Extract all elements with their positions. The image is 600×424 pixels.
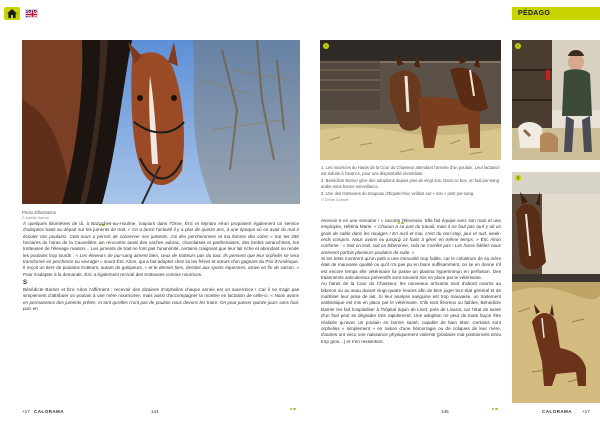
text-run: Éric Alron confirme :	[321, 237, 501, 249]
photo-credit: © Céline Guezde	[321, 197, 349, 202]
decorative-dots	[99, 213, 109, 216]
right-mare-foal-photo	[512, 172, 600, 403]
decorative-dots	[398, 211, 408, 214]
article-column-right	[321, 218, 501, 403]
right-stable-photo	[320, 40, 501, 160]
breeder-with-dogs-image	[512, 40, 600, 160]
left-photo-caption	[22, 210, 142, 221]
mare-with-foal-image	[512, 172, 600, 403]
quote-run: recevoir 6 en une semaine ! »	[321, 218, 384, 223]
home-icon	[7, 9, 17, 18]
magazine-logo-left: CALORAMA	[34, 409, 64, 414]
photo-marker: 3	[516, 175, 520, 180]
uk-flag-icon	[26, 10, 38, 18]
quote-run: « Nous avons en permanence des juments prêtes, et tant qu'elles n'ont pas de poulain nous devons les traire. On peut passer quinze jours sans foal, puis en	[23, 293, 299, 312]
left-horse-photo	[22, 40, 300, 204]
text-run: Au haras de la Cour du Chasseur, les nouveaux arrivants sont d'abord nourris au biberon ou au seau durant vingt-quatre heures afin de bien juger leur état général et de maîtriser leur prise de lait. Si leur analyse sanguine est trop mauvaise, un traitement antibiotique est mis en place par le vétérinaire. S'ils sont fiévreux ou faibles, Bénédicte Barrier les fait hospitaliser à l'hôpital équin de Livet, près de Livarot, car l'état de santé d'un foal peut se dégrader très rapidement. Une adoption ne peut de toute façon être réalisée qu'avec un poulain en bonne santé, capable de bien téter. Certains sont orphelins « simplement » en raison d'une hémorragie ou de coliques de leur mère, d'autres ont vécu une naissance physiquement violente (poulains mal positionnés et/ou trop gros…) et s'en ressentent.	[321, 281, 501, 344]
quote-run: « On a lancé l'activité il y a plus de quinze ans, à une époque où on avait du mal à écouler nos poulains. Cela nous a permis de conserver nos juments. J'ai des percheronnes et ma femme des cobs! »	[23, 227, 299, 239]
text-run: Si les tests montrent qu'un petit a une immunité trop faible, car le colostrum de sa mère était de mauvaise qualité ou qu'il n'a pas pu en boire suffisamment, on lui en donne s'il est encore temps elle vétérinaire lui passe un plasma hyperimmun en perfusion. Des traitements anticulereux préventifs sont souvent mis en place par le vétérinaire.	[321, 256, 501, 281]
quote-run: « Les éleveurs de pur-sang aiment bien, ceux de trotteurs pas du tout. Ils pensent que leur orphelin se sera transformé en percheron ou sevrage! »	[23, 252, 299, 265]
photo-marker: 2	[516, 43, 520, 48]
paragraph	[23, 287, 299, 312]
horse-portrait-image	[22, 40, 300, 204]
section-heading: S	[23, 280, 28, 287]
caption-text: 1. Les nourrices du Haras de la Cour du Chasseur attendant l'arrivée d'un poulain. Leur lactation est induite à l'avance, pour une disponibilité immédiate.	[321, 165, 500, 176]
quote-run: « Soit on trait, soit on biberonne, cela ne s'arrête pas ! Les haras fidèles nous amènent parfois plusieurs poulains de suite. »	[321, 243, 501, 255]
language-switch-button[interactable]	[25, 9, 38, 18]
decorative-dots	[492, 397, 502, 400]
top-bar	[0, 0, 600, 26]
text-run: À quelques kilomètres de là, à Bazoches-au-Houlme, toujours dans l'Orne, Éric et Myriam Alron proposent également un service d'adoption basé au départ sur les juments de trait.	[23, 221, 299, 233]
photo-marker: 1	[324, 43, 328, 48]
decorative-dots	[290, 397, 300, 400]
stable-mares-image	[320, 40, 501, 160]
quote-run: « Chacun a sa part du travail, mais il ne faut pas qu'il y ait un grain de sable dans les rouages ! En avril et mai, c'est du non-stop, jour et nuit, week-ends compris. Nous avons eu jusqu'à 14 foals à gérer en même temps. »	[321, 224, 501, 243]
text-run: Bénédicte Barrier et Éric Alron l'affirment : recevoir des dizaines d'orphelins chaque année est un sacerdoce ! Car il ne s'agit pas simplement d'attribuer un poulain à une mère nourricière, mais aussi d'accompagner la montée en lactation de celle-ci.	[23, 287, 299, 299]
section-tag: PÉDAGO	[512, 7, 600, 20]
magazine-logo-right: CALORAMA	[542, 409, 572, 414]
paragraph	[321, 256, 501, 281]
paragraph	[321, 218, 501, 256]
article-column-left	[23, 221, 299, 403]
photo-credit: © Aurélie Harnon	[22, 215, 50, 220]
quote-run: « et le dernier tiers, destiné aux sports équestres, arrive en fin de saison. »	[144, 265, 299, 271]
page-number-left: 144	[151, 409, 159, 414]
home-button[interactable]	[4, 7, 20, 20]
footer-left-tag: +17	[22, 409, 30, 414]
caption-text: Photo d'illustration	[22, 210, 57, 215]
paragraph	[23, 221, 299, 278]
right-woman-photo	[512, 40, 600, 160]
caption-text: 2. Bénédicte Barrier gère des adoptions depuis plus de vingt ans. Dans ce box, un foal pur-sang arabe sous bonne surveillance.	[321, 178, 500, 189]
right-photo-captions	[321, 165, 501, 204]
text-run: Pour s'adapter à la demande, Éric a également recruté des trotteuses comme nourrices.	[23, 271, 203, 277]
text-run: Sur les 280 hectares du haras de la Cauvelière, on rencontre aussi des vaches aubrac, charolaises et parthenaises, des brebis avranchines, les trotteuses de l'élevage maison… Les juments de trait ne font pas l'unanimité, certains craignant que leur lait riche et abondant ne rende les poulains trop lourds :	[23, 233, 299, 258]
footer-right-tag: +17	[582, 409, 590, 414]
text-run: sourit Éric Alron, qui a fait adopter chez lui les frères et sœurs d'un gagnant du Prix d'Amérique. Il reçoit un tiers de poulains trotteurs, autant de galopeurs,	[23, 259, 299, 271]
paragraph	[321, 281, 501, 344]
text-run: raconte l'éleveuse. Elle fait équipe avec son mari et une employée, Héléna Marie.	[321, 218, 501, 230]
caption-text: 3. Une des trotteuses du troupeau d'Équitechnic veillant sur « son » petit pur-sang.	[321, 191, 475, 197]
page-number-right: 145	[441, 409, 449, 414]
